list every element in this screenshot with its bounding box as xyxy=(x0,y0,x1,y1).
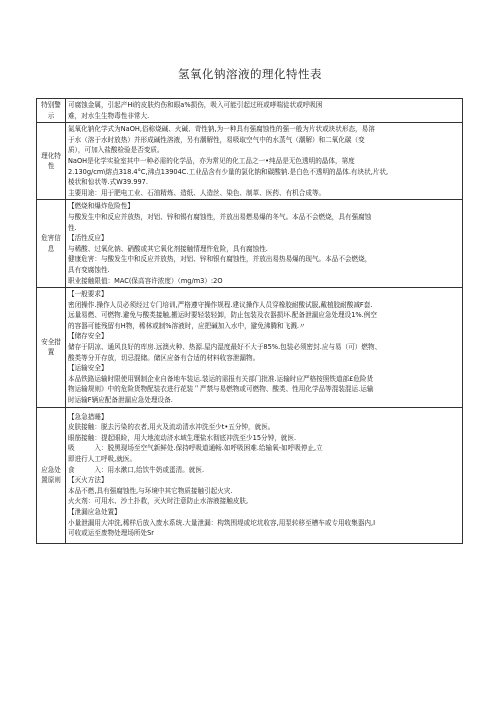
section-label: 理化特性 xyxy=(37,123,66,200)
subsection-heading: 【燃烧和爆炸危险性】 xyxy=(68,202,134,211)
text-line: 吸 入：脱黑现场至空气新鲜处.保持呼吸道通畅.如呼吸困难.给输氧-如呼吸停止,立 xyxy=(68,444,323,453)
text-line: 本品不燃,具有强腐蚀性,与环境中其它物质接触引起火灾. xyxy=(68,486,233,495)
text-line: 质），可加入盐酸检验是否变质。 xyxy=(68,146,164,155)
text-line: 储存于阴凉、通风良好的库房.远澳火种、热源.屋内湿度最好不大于85%.包装必须密封.应与易（可）燃物、 xyxy=(68,343,382,352)
section-content xyxy=(66,407,463,543)
section-label: 特别警示 xyxy=(37,99,66,123)
text-line: 小量泄漏用大冲洗,稀样后放入废水系统.大量泄漏：构筑围堤或坨坑收容,用泵转移至槽车或专用收集器内,I xyxy=(68,518,376,527)
section-label: 安全措置 xyxy=(37,288,66,408)
text-line: 主要用途：用于肥电工业、石油精炼、造纸、人造丝、染色、制革、医药、有机合成等。 xyxy=(68,188,326,197)
text-line: 远量易燃、可燃物.避免与酸类接触,搬运时要轻装轻卸，防止包装及衣器损坏.配备泄漏应急处理设1%.例空 xyxy=(68,311,377,320)
table-row xyxy=(37,288,463,408)
text-line: 职业接触限值：MAC(保高容许浓度）（mg/m3）:2O xyxy=(68,276,223,285)
text-line: 于水（溶于水时放热）并形成碱性溶液，另有潮解性，易吸取空气中的水蒸气（潮解）和二氧化碳（变 xyxy=(68,135,365,144)
subsection-heading: 【一般要求】 xyxy=(68,290,108,299)
property-table xyxy=(36,98,463,544)
section-content xyxy=(66,288,463,408)
subsection-heading: 【活性反应】 xyxy=(68,234,108,243)
text-line: 健康危害：与酸发生中和反应并放热，对铝、锌和银有腐蚀性，并放出易热易爆的现气。本品不会燃烧， xyxy=(68,255,372,264)
text-line: 与稀酸、过氧化钠、硝酸或其它氧化剂接触情理忤危险，具有腐蚀性. xyxy=(68,244,268,253)
table-row xyxy=(37,200,463,288)
subsection-heading: 【运输安全】 xyxy=(68,364,108,373)
section-content xyxy=(66,123,463,200)
text-line: 具有变腐蚀性. xyxy=(68,265,110,274)
text-line: 物运输规则》中的危险货物配装衣进行花装＂严禁与易燃物或可燃物、酸类、性用化学品等混装混运.运输 xyxy=(68,385,374,394)
text-line: 眼筋接触：提起眼睑，用大地流动济水域生理盐水彻底冲洗至少15分钟，就医. xyxy=(68,433,297,442)
text-line: 氮氧化钠化学式为NaOH,俗称烧碱、火碱、苛性钠,为一种具有强腐蚀性的强一般为片状或块状形态，易溶 xyxy=(68,125,375,134)
text-line: NaOH是化学实验室其中一种必需的化学品，亦为常见的化工品之一•纯品是无色透明的晶体，第度 xyxy=(68,156,355,165)
section-label: 危害信息 xyxy=(37,200,66,288)
text-line: 的容器可能残留有H物，稀林或制%溶液时，应把碱加入水中，避免沸腾和飞溅.〃 xyxy=(68,321,306,330)
subsection-heading: 【储存安全】 xyxy=(68,332,108,341)
text-line: 酸类等分开存放，切忌混储。储区应备有合适的材料收容泄漏物。 xyxy=(68,353,260,362)
text-line: 时运输F辆应配备泄漏应急处理设备. xyxy=(68,396,173,405)
subsection-heading: 【灭火方法】 xyxy=(68,476,108,485)
table-row xyxy=(37,123,463,200)
text-line: 即进行人工呼吸,就医。 xyxy=(68,455,137,463)
text-line: 与酸发生中和反应并放热，对铝、锌和锡有腐蚀性，并放出易燃易爆的冬气。本品不会燃烧，具有强腐蚀 xyxy=(68,212,372,221)
section-content xyxy=(66,99,463,123)
text-line: 皮肤接触：脱去污染的衣者,用火及流动清水冲洗至少t•五分钟，就医。 xyxy=(68,423,275,432)
text-line: 密闭操作.操作人员必须经过专门培训,严格遵守操作规程.建议操作人员穿橡胶耐酸试服,戴植胶耐酸减F套. xyxy=(68,300,373,309)
table-row xyxy=(37,99,463,123)
text-line: 火火剂：可用水、沙土扑救，灭火时注意防止水溶液接触皮肤, xyxy=(68,497,249,506)
text-line: 棱状和惊状等.式W39.997. xyxy=(68,178,148,187)
text-line: 难，对水生生物毒性非常大. xyxy=(68,111,150,120)
text-line: 可腐蚀金属，引起产Hi的皮肤灼伤和眼a%损伤，吸入可能引起过班或哮喘徒状或呼吸困 xyxy=(68,101,323,109)
text-line: 2.130g/cm\熔点318.4°C,沸点13904C.工业品含有少量的氯化钠和碳酸钠.是白色不透明的晶体.有块状,片状, xyxy=(68,167,389,176)
text-line: 本品铁路运输时限使用钢制企业自备地车装运.装运的需报有关部门批准.运输时应严格按照铁道部£危险货 xyxy=(68,374,374,383)
page-title: 氢氧化钠溶液的理化特性表 xyxy=(178,67,322,81)
subsection-heading: 【急急措睡】 xyxy=(68,412,108,421)
section-content xyxy=(66,200,463,288)
table-row xyxy=(37,407,463,543)
text-line: 性. xyxy=(68,223,77,232)
section-label: 应急处置原则 xyxy=(37,407,66,543)
subsection-heading: 【泄漏应急处置】 xyxy=(68,507,121,516)
text-line: 食 入：用水漱口,给饮牛奶或蛋清。就医. xyxy=(68,465,205,474)
text-line: 可收或运至废物处理场所处Sr xyxy=(68,529,155,538)
